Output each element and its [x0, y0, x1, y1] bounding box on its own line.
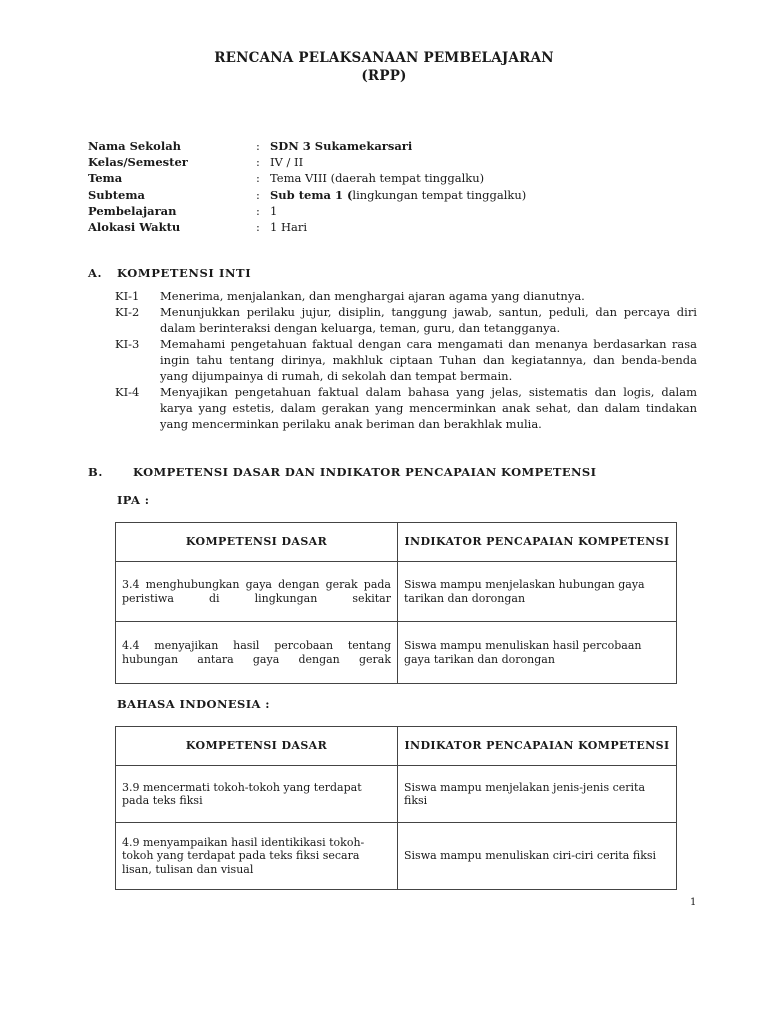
ki-code: KI-2 — [115, 305, 140, 319]
identity-row-school — [88, 138, 526, 154]
identity-value: Tema VIII (daerah tempat tinggalku) — [270, 171, 485, 186]
ki-list — [115, 288, 697, 432]
section-a-title: KOMPETENSI INTI — [117, 266, 252, 280]
identity-colon: : — [256, 203, 260, 218]
identity-colon: : — [256, 139, 260, 153]
document-title: RENCANA PELAKSANAAN PEMBELAJARAN — [214, 50, 554, 66]
ki-code: KI-4 — [115, 385, 140, 399]
bahasa-table — [115, 726, 677, 890]
ipk-cell: Siswa mampu menuliskan hasil percobaan gaya tarikan dan dorongan — [404, 639, 642, 666]
identity-value: 1 — [270, 203, 278, 218]
identity-label: Alokasi Waktu — [88, 219, 181, 234]
table-header-row — [116, 523, 677, 562]
section-b-title: KOMPETENSI DASAR DAN INDIKATOR PENCAPAIAN KOMPETENSI — [133, 465, 597, 479]
identity-row-subtheme — [88, 187, 526, 203]
identity-row-time — [88, 219, 526, 235]
table-row — [116, 766, 677, 823]
table-header-row — [116, 727, 677, 766]
identity-value: SDN 3 Sukamekarsari — [270, 139, 413, 153]
column-header-kd: KOMPETENSI DASAR — [116, 523, 398, 562]
identity-label: Tema — [88, 171, 123, 186]
column-header-ipk: INDIKATOR PENCAPAIAN KOMPETENSI — [398, 727, 677, 766]
list-item — [115, 288, 697, 304]
identity-row-lesson — [88, 203, 526, 219]
identity-row-class — [88, 154, 526, 170]
ipk-cell: Siswa mampu menjelaskan hubungan gaya tarikan dan dorongan — [404, 578, 645, 605]
list-item — [115, 304, 697, 336]
identity-colon: : — [256, 187, 260, 202]
list-item — [115, 336, 697, 384]
ki-text: Menyajikan pengetahuan faktual dalam bahasa yang jelas, sistematis dan logis, dalam karya yang estetis, dalam gerakan yang mencerminkan anak sehat, dan dalam tindakan yang mencerminkan perilaku anak beriman dan berakhlak mulia. — [160, 385, 697, 431]
identity-colon: : — [256, 219, 260, 234]
ki-code: KI-3 — [115, 337, 140, 351]
table-row — [116, 562, 677, 622]
identity-colon: : — [256, 171, 260, 186]
kd-cell: 3.9 mencermati tokoh-tokoh yang terdapat pada teks fiksi — [122, 780, 362, 807]
table-row — [116, 622, 677, 684]
document-subtitle: (RPP) — [361, 68, 407, 84]
page-number: 1 — [690, 897, 697, 908]
column-header-kd: KOMPETENSI DASAR — [116, 727, 398, 766]
ki-text: Menerima, menjalankan, dan menghargai ajaran agama yang dianutnya. — [160, 289, 585, 303]
kd-cell: 4.4 menyajikan hasil percobaan tentang hubungan antara gaya dengan gerak — [122, 639, 391, 666]
identity-label: Subtema — [88, 187, 145, 202]
ki-text: Menunjukkan perilaku jujur, disiplin, tanggung jawab, santun, peduli, dan percaya diri dalam berinteraksi dengan keluarga, teman, guru, dan tetangganya. — [160, 305, 697, 335]
table-row — [116, 823, 677, 890]
kd-cell: 4.9 menyampaikan hasil identikikasi tokoh-tokoh yang terdapat pada teks fiksi secara lisan, tulisan dan visual — [122, 835, 365, 876]
identity-row-theme — [88, 170, 526, 186]
identity-label: Pembelajaran — [88, 203, 177, 218]
identity-value: Sub tema 1 (lingkungan tempat tinggalku) — [270, 187, 527, 202]
identity-value: 1 Hari — [270, 219, 308, 234]
list-item — [115, 384, 697, 432]
section-a-letter: A. — [88, 266, 103, 280]
ipk-cell: Siswa mampu menuliskan ciri-ciri cerita fiksi — [404, 849, 657, 863]
ipa-label: IPA : — [117, 493, 150, 507]
identity-label: Nama Sekolah — [88, 139, 182, 153]
column-header-ipk: INDIKATOR PENCAPAIAN KOMPETENSI — [398, 523, 677, 562]
kd-cell: 3.4 menghubungkan gaya dengan gerak pada peristiwa di lingkungan sekitar — [122, 578, 391, 605]
identity-block — [88, 138, 526, 235]
section-b-letter: B. — [88, 465, 103, 479]
ki-code: KI-1 — [115, 289, 140, 303]
ki-text: Memahami pengetahuan faktual dengan cara mengamati dan menanya berdasarkan rasa ingin tahu tentang dirinya, makhluk ciptaan Tuhan dan kegiatannya, dan benda-benda yang dijumpainya di rumah, di sekolah dan tempat bermain. — [160, 337, 697, 383]
ipa-table — [115, 522, 677, 684]
identity-value: IV / II — [270, 155, 304, 170]
ipk-cell: Siswa mampu menjelakan jenis-jenis cerita fiksi — [404, 780, 646, 807]
identity-colon: : — [256, 155, 260, 170]
bahasa-label: BAHASA INDONESIA : — [117, 697, 270, 711]
identity-label: Kelas/Semester — [88, 155, 188, 170]
